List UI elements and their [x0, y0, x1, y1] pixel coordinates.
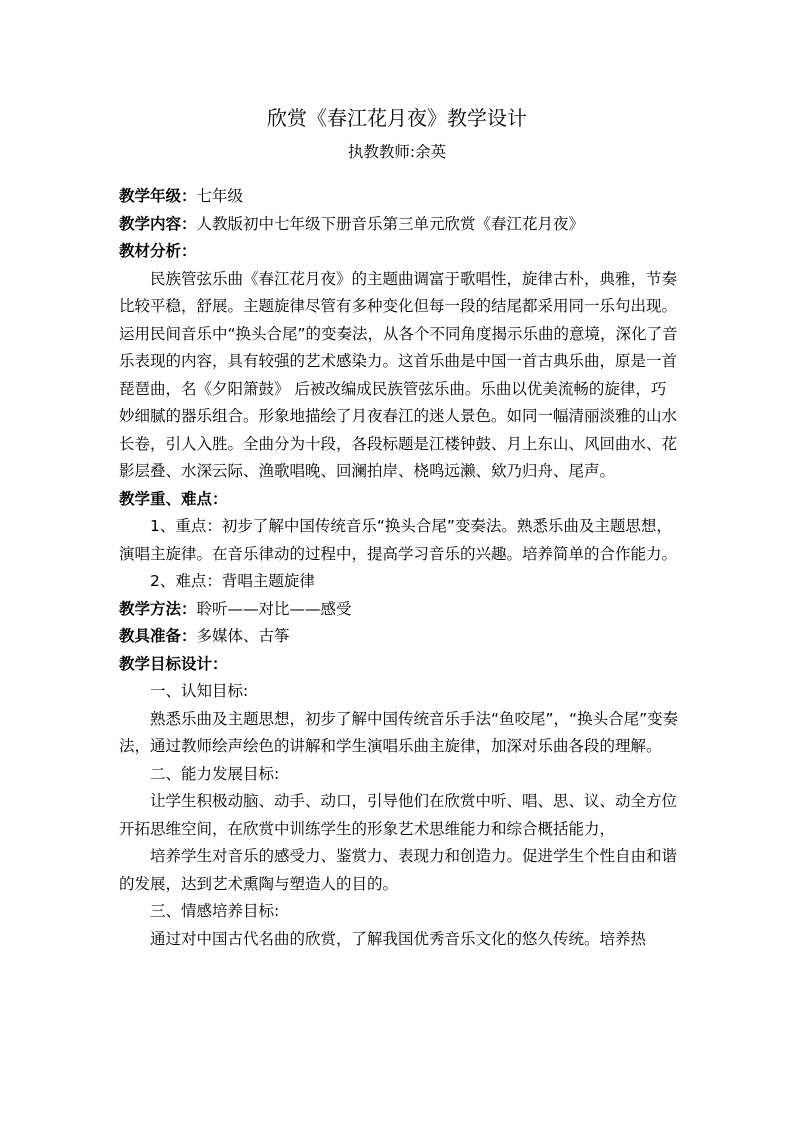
grade-value: 七年级: [196, 187, 244, 205]
teacher-line: 执教教师:余英: [347, 143, 447, 161]
grade-label: 教学年级：: [119, 187, 197, 205]
key-point-2: 2、难点：背唱主题旋律: [150, 572, 315, 590]
tools-value: 多媒体、古筝: [196, 627, 290, 645]
document-body: [119, 183, 679, 953]
cognitive-text: 熟悉乐曲及主题思想，初步了解中国传统音乐手法“鱼咬尾”，“换头合尾”变奏法，通过教师绘声绘色的讲解和学生演唱乐曲主旋律，加深对乐曲各段的理解。: [119, 709, 679, 755]
key-point-1: 1、重点：初步了解中国传统音乐“换头合尾”变奏法。熟悉乐曲及主题思想，演唱主旋律。在音乐律动的过程中，提高学习音乐的兴趣。培养简单的合作能力。: [119, 517, 678, 563]
method-line: [119, 596, 679, 624]
ability-text-2: 培养学生对音乐的感受力、鉴赏力、表现力和创造力。促进学生个性自由和谐的发展，达到艺术熏陶与塑造人的目的。: [119, 847, 678, 893]
grade-line: [119, 183, 679, 211]
goals-label: 教学目标设计：: [119, 654, 228, 673]
tools-label: 教具准备：: [119, 627, 197, 645]
analysis-paragraph: 民族管弦乐曲《春江花月夜》的主题曲调富于歌唱性，旋律古朴，典雅，节奏比较平稳，舒展。主题旋律尽管有多种变化但每一段的结尾都采用同一乐句出现。运用民间音乐中“换头合尾”的变奏法，从各个不同角度揭示乐曲的意境，深化了音乐表现的内容，具有较强的艺术感染力。这首乐曲是中国一首古典乐曲，原是一首琵琶曲，名《夕阳箫鼓》 后被改编成民族管弦乐曲。乐曲以优美流畅的旋律，巧妙细腻的器乐组合。形象地描绘了月夜春江的迷人景色。如同一幅清丽淡雅的山水长卷，引人入胜。全曲分为十段，各段标题是江楼钟鼓、月上东山、风回曲水、花影层叠、水深云际、渔歌唱晚、回澜拍岸、桡鸣远濑、欸乃归舟、尾声。: [119, 269, 678, 480]
ability-heading: 二、能力发展目标:: [150, 764, 280, 783]
content-line: [119, 211, 679, 239]
key-points-label: 教学重、难点：: [119, 489, 228, 508]
content-value: 人教版初中七年级下册音乐第三单元欣赏《春江花月夜》: [196, 214, 585, 233]
content-label: 教学内容：: [119, 214, 197, 233]
analysis-label: 教材分析：: [119, 242, 197, 260]
emotion-text: 通过对中国古代名曲的欣赏，了解我国优秀音乐文化的悠久传统。培养热: [150, 929, 647, 948]
cognitive-heading: 一、认知目标:: [150, 682, 249, 700]
method-label: 教学方法：: [119, 599, 197, 618]
ability-text-1: 让学生积极动脑、动手、动口，引导他们在欣赏中听、唱、思、议、动全方位开拓思维空间，在欣赏中训练学生的形象艺术思维能力和综合概括能力，: [119, 792, 678, 838]
document-title: 欣赏《春江花月夜》教学设计: [267, 106, 527, 130]
method-value: 聆听——对比——感受: [196, 599, 352, 618]
tools-line: [119, 623, 679, 651]
emotion-heading: 三、情感培养目标:: [150, 902, 280, 920]
